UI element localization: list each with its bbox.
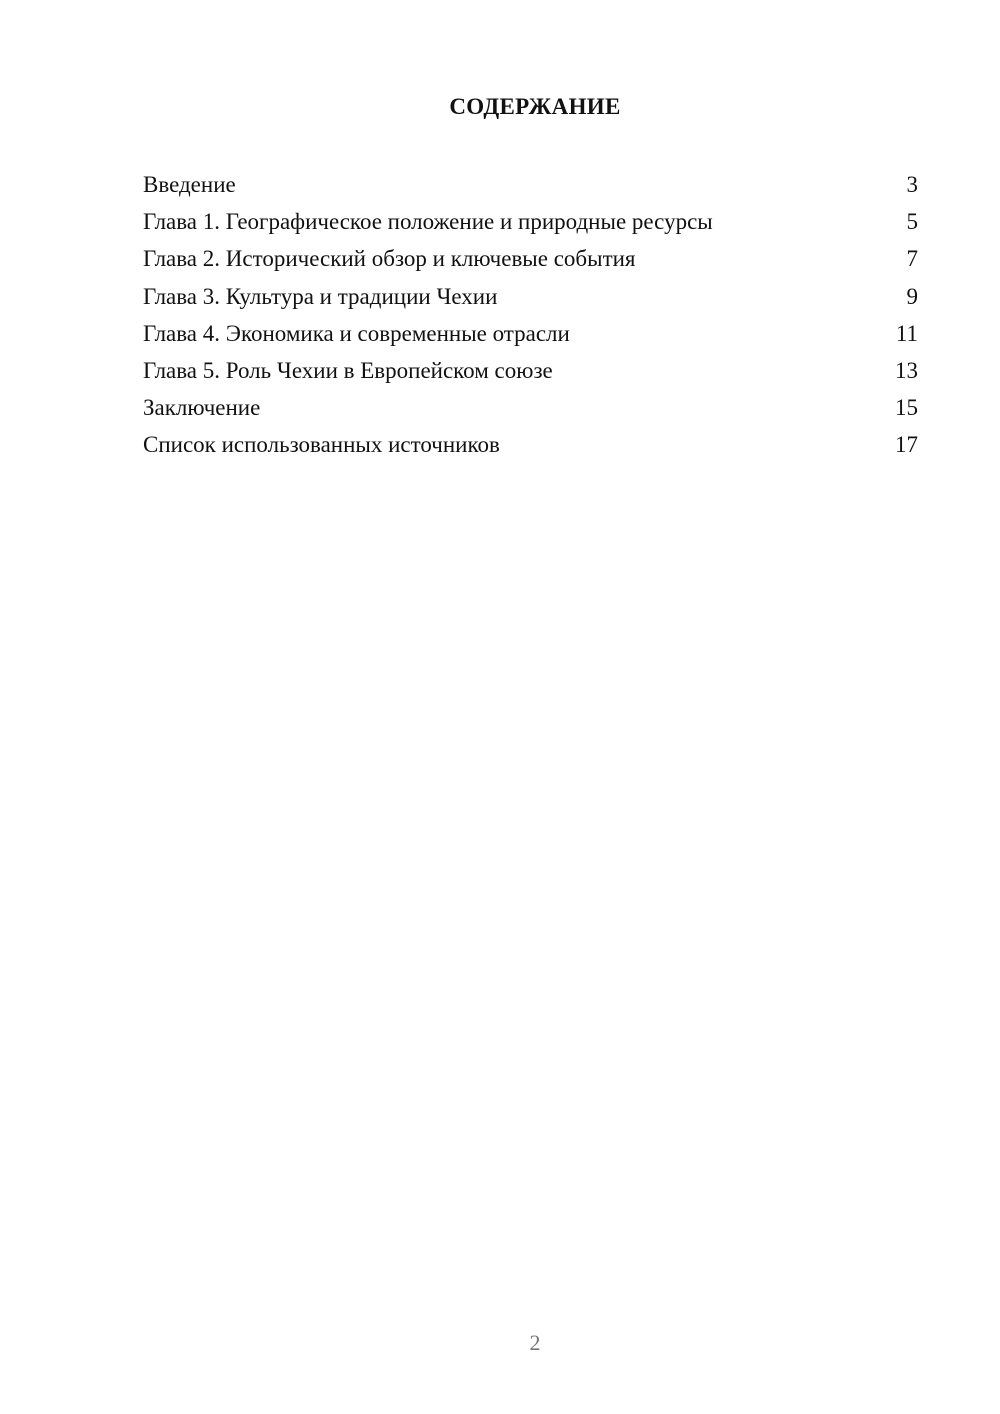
- toc-item-conclusion[interactable]: [143, 391, 918, 428]
- toc-item-chapter-4[interactable]: [143, 317, 918, 354]
- toc-item-page: 15: [895, 395, 918, 421]
- toc-item-title: Глава 5. Роль Чехии в Европейском союзе: [143, 357, 553, 383]
- toc-item-references[interactable]: [143, 428, 918, 465]
- toc-item-title: Введение: [143, 172, 236, 197]
- toc-item-title: Список использованных источников: [143, 432, 500, 458]
- toc-item-page: 17: [895, 432, 918, 458]
- table-of-contents: [143, 168, 918, 466]
- toc-item-title: Глава 3. Культура и традиции Чехии: [143, 283, 498, 309]
- toc-item-chapter-1[interactable]: [143, 205, 918, 242]
- toc-item-page: 9: [906, 283, 918, 309]
- toc-item-page: 11: [895, 320, 918, 346]
- toc-item-title: Глава 1. Географическое положение и природные ресурсы: [143, 209, 713, 235]
- toc-item-title: Глава 2. Исторический обзор и ключевые события: [143, 246, 636, 272]
- toc-item-page: 7: [906, 246, 918, 272]
- toc-item-introduction[interactable]: [143, 168, 918, 205]
- toc-item-page: 13: [895, 357, 918, 383]
- toc-item-title: Заключение: [143, 395, 261, 421]
- toc-item-title: Глава 4. Экономика и современные отрасли: [143, 320, 570, 346]
- toc-item-chapter-2[interactable]: [143, 242, 918, 279]
- page-title: СОДЕРЖАНИЕ: [449, 94, 621, 119]
- toc-item-chapter-5[interactable]: [143, 354, 918, 391]
- toc-item-chapter-3[interactable]: [143, 280, 918, 317]
- toc-item-page: 3: [906, 172, 918, 197]
- toc-item-page: 5: [906, 209, 918, 235]
- page-number: 2: [529, 1330, 541, 1355]
